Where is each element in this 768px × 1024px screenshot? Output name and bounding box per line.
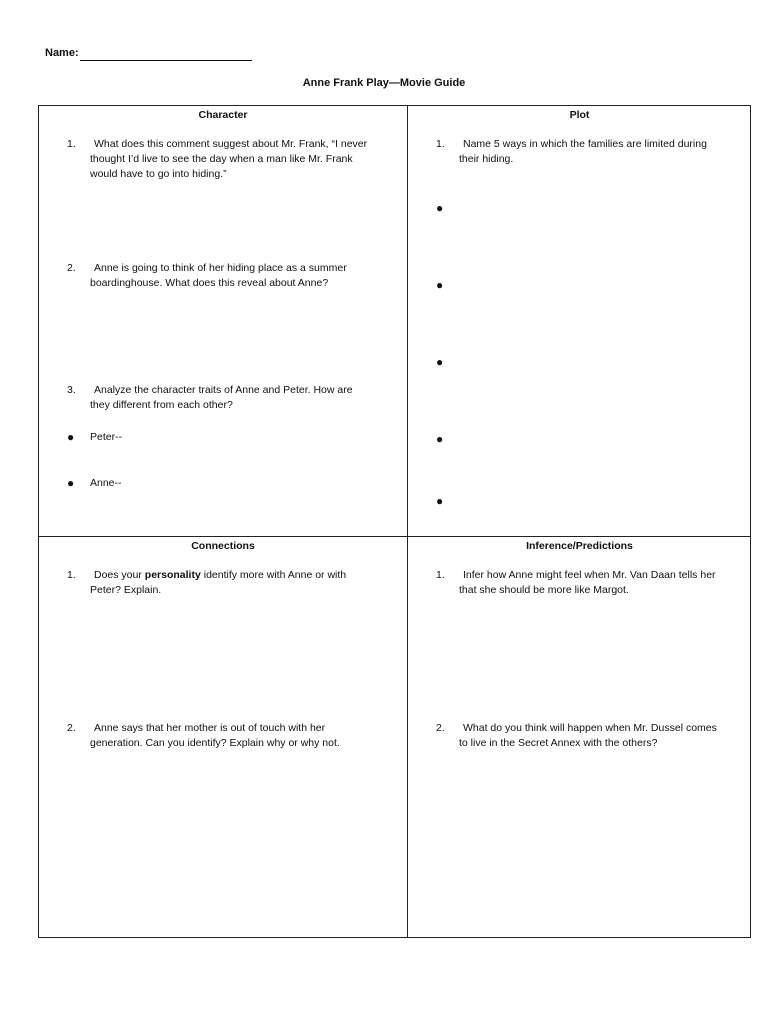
question-line: boardinghouse. What does this reveal about Anne? — [90, 277, 329, 289]
question-number: 2. — [67, 722, 76, 734]
question-number: 2. — [436, 722, 445, 734]
plot-cell — [408, 106, 751, 536]
question-line: What do you think will happen when Mr. Dussel comes — [463, 722, 717, 734]
guide-table — [38, 105, 751, 938]
question-line: generation. Can you identify? Explain why or why not. — [90, 737, 340, 749]
name-blank-line[interactable] — [80, 48, 252, 61]
question-number: 1. — [67, 569, 76, 581]
question-line: What does this comment suggest about Mr. Frank, “I never — [94, 138, 368, 150]
question-number: 1. — [436, 569, 445, 581]
question-line: Name 5 ways in which the families are limited during — [463, 138, 707, 150]
question-number: 2. — [67, 262, 76, 274]
question-line: thought I’d live to see the day when a man like Mr. Frank — [90, 153, 353, 165]
inference-question-1 — [436, 568, 756, 598]
character-question-2 — [67, 261, 387, 291]
bullet-icon: ● — [436, 494, 444, 508]
question-number: 3. — [67, 384, 76, 396]
question-number: 1. — [67, 138, 76, 150]
bullet-peter — [67, 430, 122, 445]
plot-bullet-4 — [436, 432, 459, 447]
question-number: 1. — [436, 138, 445, 150]
question-line: to live in the Secret Annex with the others? — [459, 737, 658, 749]
question-line: Anne is going to think of her hiding place as a summer — [94, 262, 347, 274]
inference-title: Inference/Predictions — [526, 540, 633, 552]
question-line: would have to go into hiding.” — [90, 168, 227, 180]
page-title: Anne Frank Play—Movie Guide — [302, 77, 466, 89]
bullet-icon: ● — [67, 430, 75, 444]
question-line — [90, 568, 387, 583]
question-text: identify more with Anne or with — [200, 569, 347, 581]
question-line: Anne says that her mother is out of touch with her — [94, 722, 326, 734]
plot-title: Plot — [569, 109, 590, 121]
inference-question-2 — [436, 721, 756, 751]
character-title: Character — [198, 109, 248, 121]
name-field — [45, 46, 252, 61]
character-question-1 — [67, 137, 387, 182]
plot-bullet-5 — [436, 494, 459, 509]
question-line: Peter? Explain. — [90, 584, 162, 596]
plot-bullet-1 — [436, 201, 459, 216]
question-text: Does your — [94, 569, 145, 581]
question-emphasis: personality — [144, 569, 201, 581]
question-line: that she should be more like Margot. — [459, 584, 629, 596]
bullet-icon: ● — [436, 201, 444, 215]
character-question-3 — [67, 383, 387, 413]
plot-question-1 — [436, 137, 756, 167]
bullet-label: Anne-- — [90, 477, 122, 489]
connections-title: Connections — [191, 540, 255, 552]
bullet-icon: ● — [436, 432, 444, 446]
question-line: Infer how Anne might feel when Mr. Van Daan tells her — [463, 569, 716, 581]
inference-cell — [408, 537, 751, 938]
connections-cell — [39, 537, 407, 938]
bullet-anne — [67, 476, 122, 491]
bullet-label: Peter-- — [90, 431, 123, 443]
plot-bullet-2 — [436, 278, 459, 293]
bullet-icon: ● — [67, 476, 75, 490]
character-cell — [39, 106, 407, 536]
connections-question-1 — [67, 568, 387, 598]
bullet-icon: ● — [436, 278, 444, 292]
name-label: Name: — [45, 47, 79, 59]
question-line: their hiding. — [459, 153, 514, 165]
bullet-icon: ● — [436, 355, 444, 369]
question-line: they different from each other? — [90, 399, 233, 411]
connections-question-2 — [67, 721, 387, 751]
question-line: Analyze the character traits of Anne and Peter. How are — [94, 384, 353, 396]
plot-bullet-3 — [436, 355, 459, 370]
